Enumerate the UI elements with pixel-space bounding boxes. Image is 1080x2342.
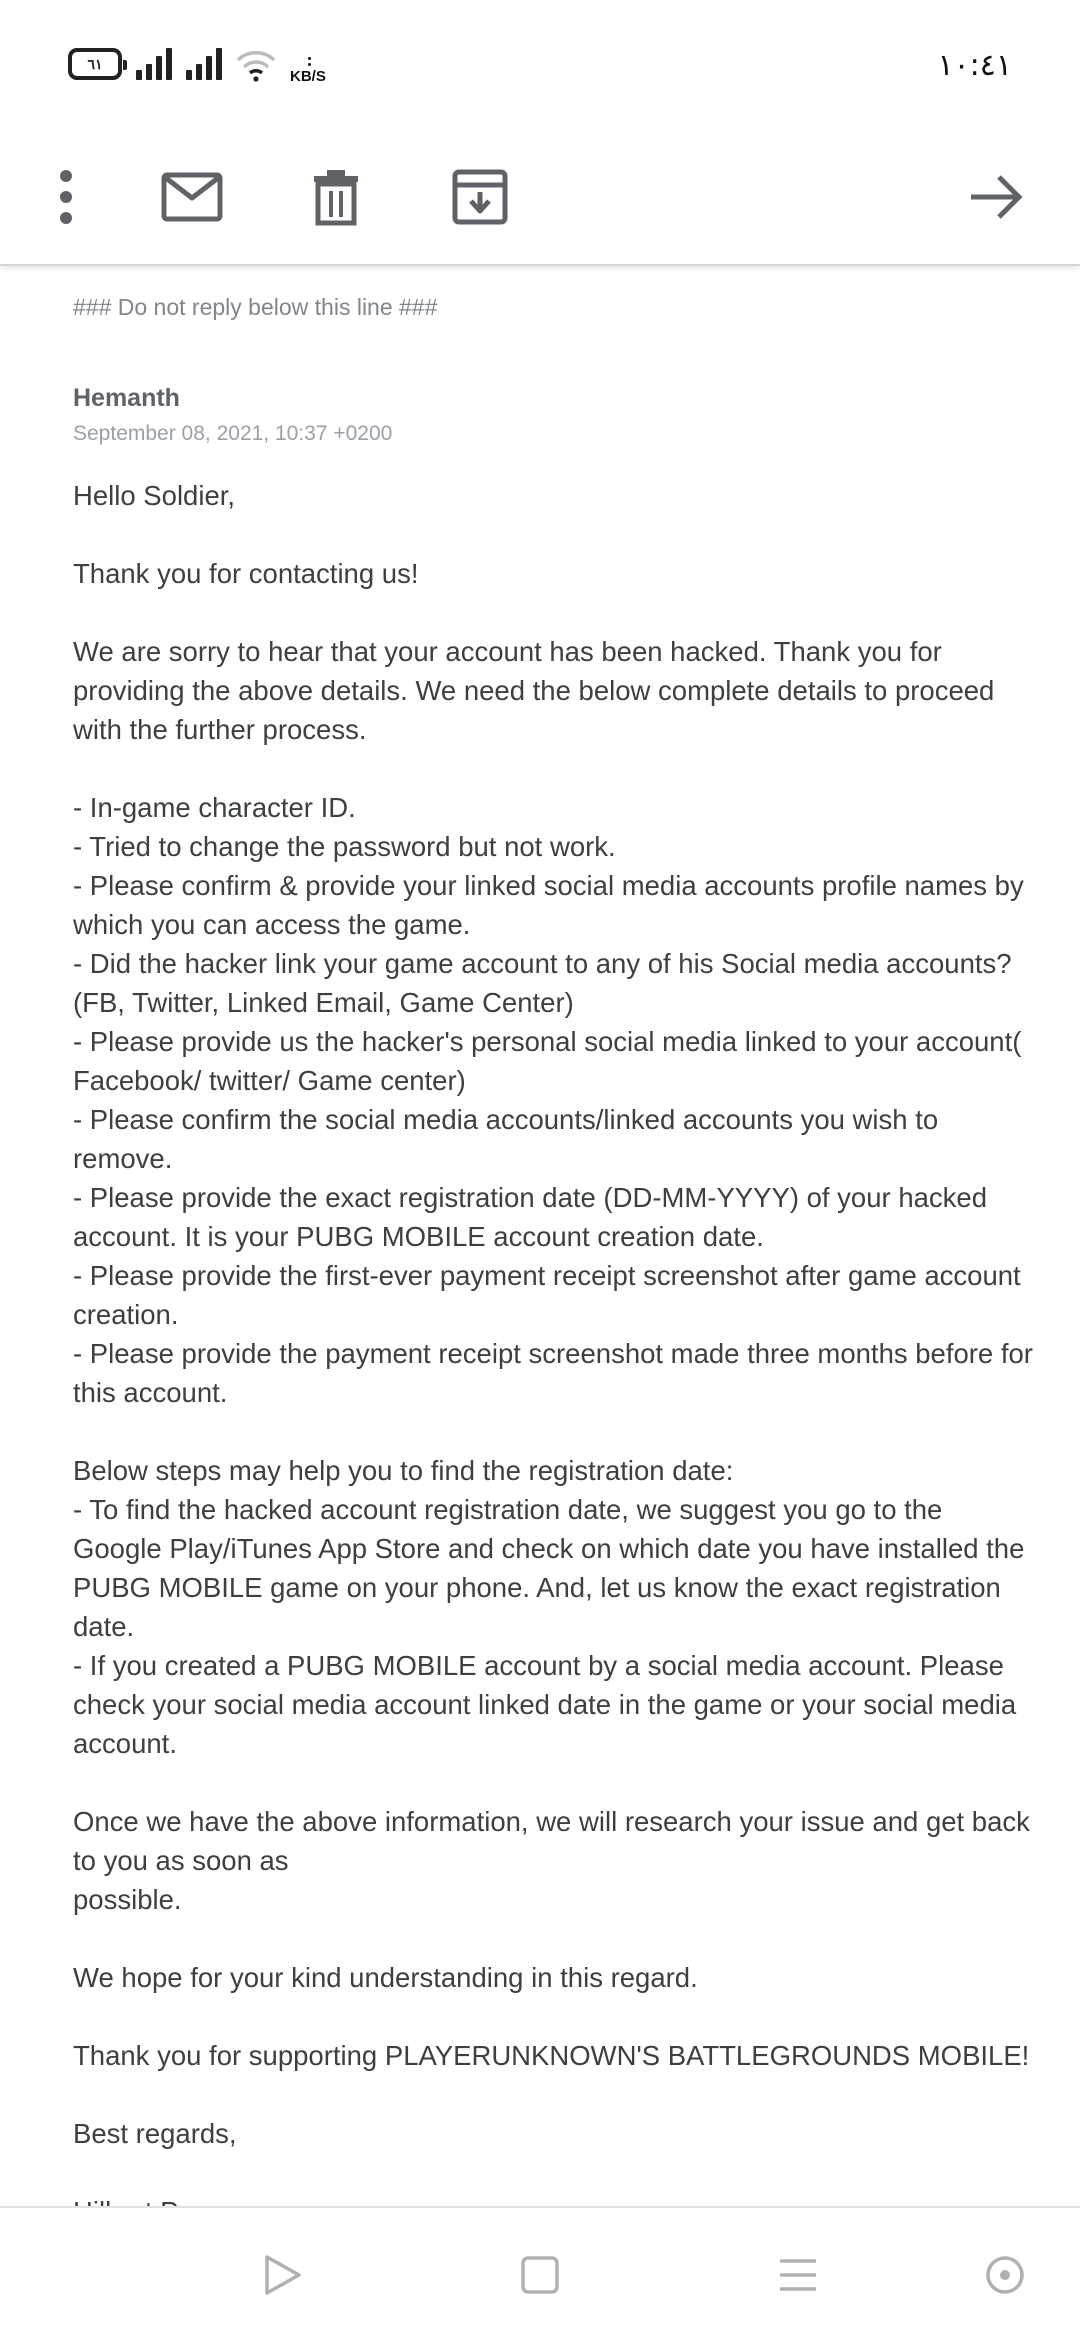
wifi-icon (236, 48, 276, 82)
forward-button[interactable] (956, 130, 1036, 264)
more-options-button[interactable] (36, 130, 96, 264)
circle-dot-icon (985, 2255, 1025, 2295)
steps-title: Below steps may help you to find the registration date: (73, 1455, 734, 1486)
archive-button[interactable] (440, 130, 520, 264)
list-item: - If you created a PUBG MOBILE account by a social media account. Please check your social media account linked date in the game or your social media account. (73, 1650, 1017, 1759)
list-item: - Please provide the payment receipt screenshot made three months before for this account. (73, 1338, 1033, 1408)
mail-icon (161, 172, 223, 222)
network-speed: KB/S (290, 68, 326, 85)
greeting: Hello Soldier, (73, 480, 236, 511)
support-line: Thank you for supporting PLAYERUNKNOWN'S BATTLEGROUNDS MOBILE! (73, 2040, 1030, 2071)
battery-level: ٦١ (87, 55, 103, 72)
delete-button[interactable] (296, 130, 376, 264)
signoff: Best regards, (73, 2118, 237, 2149)
status-icons (68, 46, 326, 86)
signal-icon (136, 46, 172, 80)
thanks-line: Thank you for contacting us! (73, 558, 419, 589)
list-item: - To find the hacked account registration date, we suggest you go to the Google Play/iTunes App Store and check on which date you have installed the PUBG MOBILE game on your phone. And, let us know the exact registration date. (73, 1494, 1025, 1642)
mark-unread-button[interactable] (150, 130, 234, 264)
list-item: - In-game character ID. (73, 792, 356, 823)
list-item: - Please provide us the hacker's personal social media linked to your account( Facebook/ twitter/ Game center) (73, 1026, 1022, 1096)
list-item: - Did the hacker link your game account to any of his Social media accounts? (FB, Twitter, Linked Email, Game Center) (73, 948, 1012, 1018)
intro-paragraph: We are sorry to hear that your account has been hacked. Thank you for providing the above details. We need the below complete details to proceed with the further process. (73, 636, 995, 745)
nav-assist-button[interactable] (960, 2208, 1050, 2342)
understanding-line: We hope for your kind understanding in this regard. (73, 1962, 698, 1993)
reply-divider: ### Do not reply below this line ### (73, 294, 438, 320)
more-vert-icon (59, 169, 73, 225)
menu-icon (778, 2258, 818, 2292)
message-text (73, 476, 1033, 2231)
delete-icon (313, 169, 359, 225)
navigation-bar (0, 2206, 1080, 2342)
square-icon (521, 2256, 559, 2294)
list-item: - Please confirm the social media accounts/linked accounts you wish to remove. (73, 1104, 939, 1174)
status-time: ١٠:٤١ (937, 48, 1012, 83)
list-item: - Please provide the first-ever payment receipt screenshot after game account creation. (73, 1260, 1021, 1330)
email-body (0, 266, 1080, 2206)
archive-icon (452, 169, 508, 225)
battery-icon (68, 48, 122, 80)
nav-home-button[interactable] (495, 2208, 585, 2342)
signal-icon-2 (186, 46, 222, 80)
message-date: September 08, 2021, 10:37 +0200 (73, 422, 393, 445)
list-item: - Tried to change the password but not work. (73, 831, 616, 862)
list-item: - Please provide the exact registration date (DD-MM-YYYY) of your hacked account. It is your PUBG MOBILE account creation date. (73, 1182, 987, 1252)
email-toolbar (0, 130, 1080, 266)
closing-line-b: possible. (73, 1884, 182, 1915)
arrow-forward-icon (969, 174, 1023, 220)
status-bar (0, 0, 1080, 130)
list-item: - Please confirm & provide your linked social media accounts profile names by which you can access the game. (73, 870, 1024, 940)
play-icon (263, 2253, 303, 2297)
nav-play-button[interactable] (238, 2208, 328, 2342)
closing-line-a: Once we have the above information, we will research your issue and get back to you as soon as (73, 1806, 1030, 1876)
nav-menu-button[interactable] (753, 2208, 843, 2342)
sender-name: Hemanth (73, 384, 180, 412)
